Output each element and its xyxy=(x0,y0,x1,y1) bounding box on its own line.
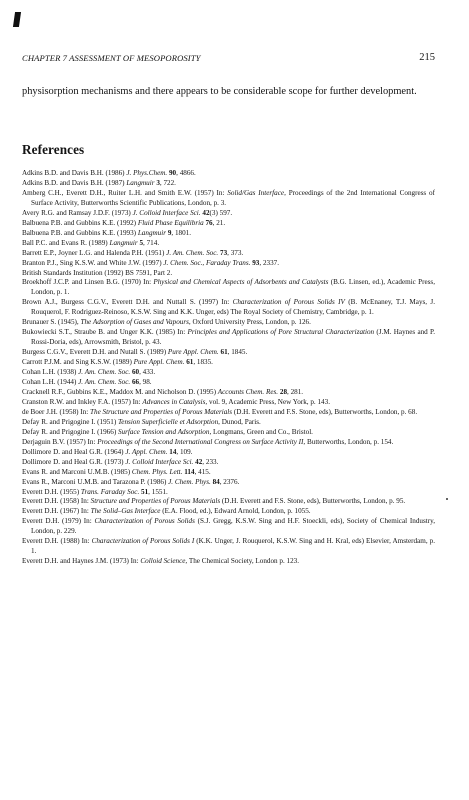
reference-source: J. Colloid Interface Sci. xyxy=(125,457,194,466)
reference-text: , 1845. xyxy=(227,348,248,357)
reference-text: British Standards Institution (1992) BS 7591, Part 2. xyxy=(22,268,173,277)
reference-text: Derjaguin B.V. (1957) In: xyxy=(22,437,98,446)
reference-entry xyxy=(22,259,435,269)
reference-entry xyxy=(22,249,435,259)
reference-entry xyxy=(22,278,435,298)
reference-volume: 51 xyxy=(141,487,149,496)
reference-volume: 61 xyxy=(186,358,194,367)
reference-source: Accounts Chem. Res. xyxy=(217,387,279,396)
reference-text: , Longmans, Green and Co., Bristol. xyxy=(209,427,313,436)
reference-text: Adkins B.D. and Davis B.H. (1986) xyxy=(22,169,127,177)
page-number: 215 xyxy=(419,52,435,63)
reference-source: Pure Appl. Chem. xyxy=(167,348,219,357)
reference-volume: 84 xyxy=(212,477,220,486)
reference-entry xyxy=(22,488,435,498)
reference-volume: 9 xyxy=(167,228,172,237)
reference-source: Structure and Properties of Porous Materials xyxy=(90,497,221,506)
reference-volume: 3 xyxy=(156,178,160,187)
reference-source: The Structure and Properties of Porous Materials xyxy=(90,407,233,416)
reference-volume: 73 xyxy=(220,248,228,257)
reference-source: Characterization of Porous Solids I xyxy=(91,537,195,546)
reference-volume: 76 xyxy=(205,218,213,227)
reference-text: , The Chemical Society, London p. 123. xyxy=(185,557,300,566)
reference-text: Evans R. and Marconi U.M.B. (1985) xyxy=(22,467,132,476)
reference-source: Tension Superficielle et Adsorption xyxy=(117,417,219,426)
reference-text: (D.H. Everett and F.S. Stone, eds), Butterworths, London, p. 95. xyxy=(220,497,406,506)
reference-text: Evans R., Marconi U.M.B. and Tarazona P. (1986) xyxy=(22,477,169,486)
reference-text: (E.A. Flood, ed.), Edward Arnold, London, p. 1055. xyxy=(160,507,311,516)
reference-entry xyxy=(22,468,435,478)
reference-text: Cohan L.H. (1938) xyxy=(22,368,79,377)
references-heading: References xyxy=(22,142,85,157)
scan-speck xyxy=(446,498,448,500)
reference-volume: 42 xyxy=(195,457,203,466)
reference-volume: 28 xyxy=(279,387,288,396)
reference-text: Everett D.H. (1979) In: xyxy=(22,517,95,526)
reference-text: Adkins B.D. and Davis B.H. (1987) xyxy=(22,178,127,187)
reference-entry xyxy=(22,537,435,557)
reference-text: , 373. xyxy=(227,248,244,257)
reference-entry xyxy=(22,497,435,507)
reference-entry xyxy=(22,408,435,418)
reference-entry xyxy=(22,169,435,179)
reference-text: , 2376. xyxy=(219,477,240,486)
reference-text: Branton P.J., Sing K.S.W. and White J.W. (1997) xyxy=(22,258,164,267)
reference-text: Brown A.J., Burgess C.G.V., Everett D.H. and Nuttall S. (1997) In: xyxy=(22,298,233,307)
reference-entry xyxy=(22,298,435,318)
reference-text: Carrott P.J.M. and Sing K.S.W. (1989) xyxy=(22,358,134,367)
reference-volume: 5 xyxy=(139,238,144,247)
reference-source: Langmuir xyxy=(126,178,155,187)
reference-text: (3) 597. xyxy=(209,208,233,217)
reference-text: Balbuena P.B. and Gubbins K.E. (1993) xyxy=(22,228,138,237)
reference-text: Broekhoff J.C.P. and Linsen B.G. (1970) In: xyxy=(22,278,154,287)
reference-volume: 90 xyxy=(168,169,177,177)
reference-source: Pure Appl. Chem. xyxy=(133,358,185,367)
reference-source: J. Colloid Interface Sci. xyxy=(132,208,201,217)
reference-text: Everett D.H. (1955) xyxy=(22,487,81,496)
reference-source: Colloid Science xyxy=(140,557,186,566)
reference-entry xyxy=(22,448,435,458)
reference-entry xyxy=(22,189,435,209)
reference-text: Ball P.C. and Evans R. (1989) xyxy=(22,238,110,247)
reference-source: Chem. Phys. Lett. xyxy=(131,467,183,476)
reference-source: J. Am. Chem. Soc. xyxy=(166,248,219,257)
chapter-title: CHAPTER 7 ASSESSMENT OF MESOPOROSITY xyxy=(22,53,201,63)
reference-source: Physical and Chemical Aspects of Adsorbents and Catalysts xyxy=(153,278,329,287)
reference-source: J. Phys.Chem. xyxy=(126,169,168,177)
reference-source: The Adsorption of Gases and Vapours xyxy=(80,318,189,327)
reference-text: , 21. xyxy=(212,218,226,227)
reference-text: de Boer J.H. (1958) In: xyxy=(22,407,91,416)
reference-text: , Butterworths, London, p. 154. xyxy=(303,437,394,446)
reference-text: Everett D.H. and Haynes J.M. (1973) In: xyxy=(22,557,141,566)
reference-entry xyxy=(22,517,435,537)
reference-volume: 60 xyxy=(131,368,140,377)
reference-text: , Oxford University Press, London, p. 126. xyxy=(188,318,311,327)
reference-text: , 1801. xyxy=(171,228,192,237)
reference-text: , 281. xyxy=(287,387,304,396)
reference-text: Brunauer S. (1945), xyxy=(22,318,81,327)
reference-text: Everett D.H. (1988) In: xyxy=(22,537,92,546)
reference-source: J. Chem. Phys. xyxy=(168,477,211,486)
reference-text: , 4866. xyxy=(176,169,196,177)
reference-source: J. Chem. Soc., Faraday Trans. xyxy=(163,258,251,267)
reference-entry xyxy=(22,557,435,567)
reference-entry xyxy=(22,378,435,388)
reference-entry xyxy=(22,318,435,328)
reference-entry xyxy=(22,438,435,448)
reference-text: (J.M. Haynes and P. Rossi-Doria, eds), Arrowsmith, Bristol, p. 43. xyxy=(31,328,435,347)
reference-text: , 2337. xyxy=(259,258,280,267)
reference-entry xyxy=(22,368,435,378)
reference-text: , 722. xyxy=(159,178,176,187)
reference-source: Fluid Phase Equilibria xyxy=(137,218,204,227)
reference-entry xyxy=(22,209,435,219)
reference-volume: 61 xyxy=(220,348,228,357)
reference-source: Proceedings of the Second International Congress on Surface Activity II xyxy=(97,437,304,446)
reference-text: Dollimore D. and Heal G.R. (1973) xyxy=(22,457,126,466)
reference-entry xyxy=(22,179,435,189)
reference-entry xyxy=(22,229,435,239)
reference-text: Defay R. and Prigogine I. (1966) xyxy=(22,427,118,436)
reference-text: , Dunod, Paris. xyxy=(218,417,261,426)
intro-paragraph: physisorption mechanisms and there appears to be considerable scope for further development. xyxy=(22,86,417,97)
reference-text: , 109. xyxy=(176,447,193,456)
reference-source: Characterization of Porous Solids IV xyxy=(232,298,345,307)
reference-text: (K.K. Unger, J. Rouquerol, K.S.W. Sing and H. Kral, eds) Elsevier, Amsterdam, p. 1. xyxy=(31,537,435,556)
reference-entry xyxy=(22,388,435,398)
reference-text: (S.J. Gregg, K.S.W. Sing and H.F. Stoeckli, eds), Society of Chemical Industry, London, p. 229. xyxy=(31,517,435,536)
reference-entry xyxy=(22,418,435,428)
reference-text: , 714. xyxy=(143,238,160,247)
reference-text: Cracknell R.F., Gubbins K.E., Maddox M. and Nicholson D. (1995) xyxy=(22,387,218,396)
reference-text: Dollimore D. and Heal G.R. (1964) xyxy=(22,447,126,456)
reference-entry xyxy=(22,328,435,348)
reference-volume: 114 xyxy=(184,467,195,476)
reference-text: (B. McEnaney, T.J. Mays, J. Rouquerol, F. Rodriguez-Reinoso, K.S.W. Sing and K.K. Unger, eds) The Royal Society of Chemistry, Cambridge, p. 1. xyxy=(31,298,435,317)
reference-entry xyxy=(22,239,435,249)
reference-source: Langmuir xyxy=(137,228,167,237)
reference-source: J. Am. Chem. Soc. xyxy=(78,378,131,387)
reference-entry xyxy=(22,428,435,438)
reference-text: Everett D.H. (1958) In: xyxy=(22,497,91,506)
scan-corner-mark xyxy=(13,12,21,27)
reference-text: , 415. xyxy=(194,467,211,476)
reference-entry xyxy=(22,507,435,517)
reference-text: Bukowiecki S.T., Straube B. and Unger K.K. (1985) In: xyxy=(22,328,188,337)
reference-source: Characterization of Porous Solids xyxy=(94,517,195,526)
reference-list xyxy=(22,169,435,567)
reference-source: Trans. Faraday Soc. xyxy=(80,487,140,496)
reference-source: J. Appl. Chem. xyxy=(125,447,168,456)
reference-volume: 42 xyxy=(202,208,210,217)
reference-text: (D.H. Everett and F.S. Stone, eds), Butterworths, London, p. 68. xyxy=(232,407,418,416)
reference-entry xyxy=(22,478,435,488)
reference-source: Principles and Applications of Pore Structural Characterization xyxy=(187,328,375,337)
reference-source: Solid/Gas Interface xyxy=(227,188,285,197)
reference-source: Langmuir xyxy=(109,238,138,247)
reference-text: , 1835. xyxy=(193,358,213,367)
reference-entry xyxy=(22,219,435,229)
reference-entry xyxy=(22,458,435,468)
reference-source: Surface Tension and Adsorption xyxy=(117,427,210,436)
reference-volume: 14 xyxy=(169,447,177,456)
reference-volume: 93 xyxy=(252,258,260,267)
reference-text: , vol. 9, Academic Press, New York, p. 143. xyxy=(205,397,330,406)
reference-text: Cranston R.W. and Inkley F.A. (1957) In: xyxy=(22,397,143,406)
reference-volume: 66 xyxy=(131,378,140,387)
reference-text: Cohan L.H. (1944) xyxy=(22,378,79,387)
reference-entry xyxy=(22,358,435,368)
reference-text: Amberg C.H., Everett D.H., Ruiter L.H. and Smith E.W. (1957) In: xyxy=(22,188,228,197)
reference-text: Defay R. and Prigogine I. (1951) xyxy=(22,417,118,426)
reference-text: , 1551. xyxy=(148,487,168,496)
reference-text: Everett D.H. (1967) In: xyxy=(22,507,91,516)
reference-text: Avery R.G. and Ramsay J.D.F. (1973) xyxy=(22,208,133,217)
reference-text: , Proceedings of the 2nd International Congress of Surface Activity, Butterworths Scientific Publications, London, p. 3. xyxy=(31,188,435,207)
reference-text: Barrett E.P., Joyner L.G. and Halenda P.H. (1951) xyxy=(22,248,167,257)
reference-entry xyxy=(22,348,435,358)
reference-entry xyxy=(22,398,435,408)
reference-text: , 98. xyxy=(139,378,152,387)
reference-source: The Solid–Gas Interface xyxy=(90,507,161,516)
reference-text: Balbuena P.B. and Gubbins K.E. (1992) xyxy=(22,218,138,227)
running-header xyxy=(22,53,435,67)
reference-entry xyxy=(22,269,435,279)
reference-source: Advances in Catalysis xyxy=(142,397,206,406)
reference-text: , 433. xyxy=(139,368,156,377)
reference-text: (B.G. Linsen, ed.), Academic Press, London, p. 1. xyxy=(31,278,435,297)
reference-source: J. Am. Chem. Soc. xyxy=(78,368,131,377)
reference-text: Burgess C.G.V., Everett D.H. and Nutall S. (1989) xyxy=(22,348,168,357)
reference-text: , 233. xyxy=(202,457,219,466)
